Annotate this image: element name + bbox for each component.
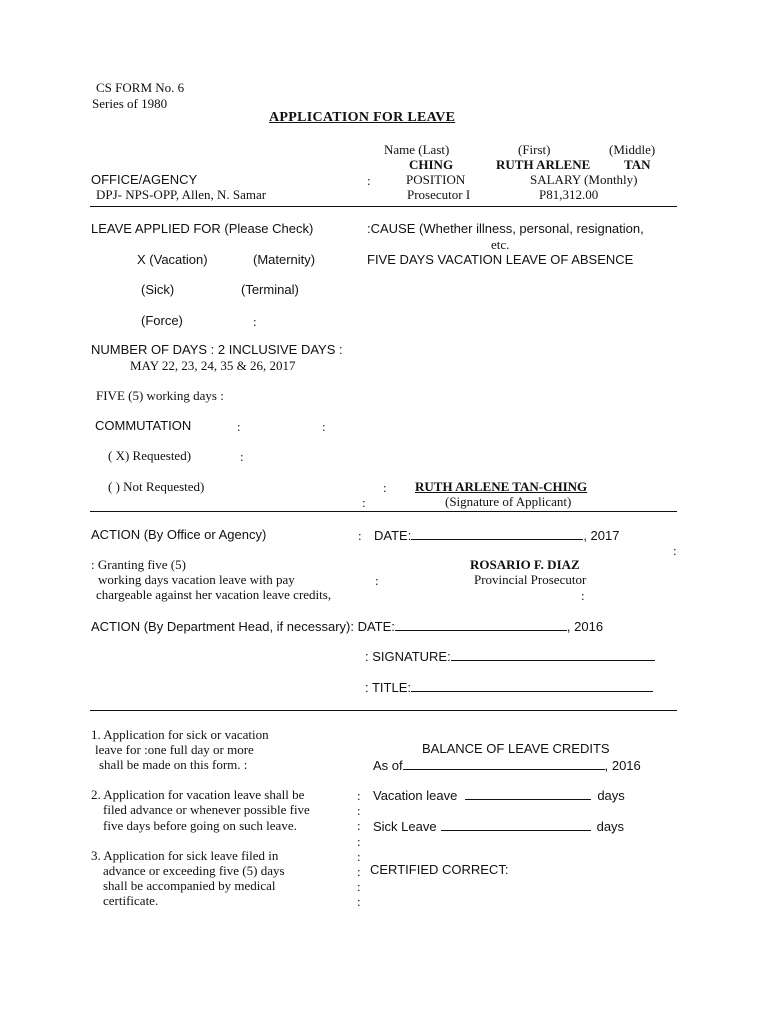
sick-option: (Sick) [141,282,175,297]
action-dept [91,618,603,634]
working-days: FIVE (5) working days : [96,388,224,403]
balance-title: BALANCE OF LEAVE CREDITS [422,741,610,756]
position-value: Prosecutor I [407,187,471,202]
divider-1 [90,206,677,207]
note-1-line-1: 1. Application for sick or vacation [91,727,269,742]
position-label: POSITION [406,172,466,187]
office-colon: : [367,173,371,188]
title-label: : TITLE: [365,680,411,695]
applicant-colon-2: : [362,495,366,510]
action-office-colon: : [358,528,362,543]
margin-colon: : [673,543,677,558]
action-dept-label: ACTION (By Department Head, if necessary): DATE: [91,619,395,634]
middle-name-value: TAN [624,157,651,172]
as-of-year: , 2016 [604,758,641,773]
note-3-line-1: 3. Application for sick leave filed in [91,848,279,863]
first-name-value: RUTH ARLENE [496,157,591,172]
col-colon: : [357,894,361,909]
as-of-blank[interactable] [403,757,605,770]
date-blank[interactable] [411,527,583,540]
note-2-line-1: 2. Application for vacation leave shall be [91,787,305,802]
signatory-name: ROSARIO F. DIAZ [470,557,580,572]
note-3-line-4: certificate. [103,893,159,908]
commutation-label: COMMUTATION [95,418,192,433]
granting-line-2: working days vacation leave with pay [98,572,295,587]
vacation-days: days [597,788,625,803]
form-series: Series of 1980 [92,96,168,111]
date-year: , 2017 [583,528,620,543]
office-label: OFFICE/AGENCY [91,172,198,187]
cause-label: :CAUSE (Whether illness, personal, resignation, [367,221,644,236]
note-2-line-2: filed advance or whenever possible five [103,802,310,817]
dept-date-blank[interactable] [395,618,567,631]
commutation-colon-2: : [322,419,326,434]
dept-year: , 2016 [566,619,604,634]
leave-applied-label: LEAVE APPLIED FOR (Please Check) [91,221,314,236]
sick-leave-label: Sick Leave [373,819,437,834]
granting-line-1: : Granting five (5) [91,557,186,572]
signature-line [365,648,655,664]
signatory-colon: : [581,588,585,603]
sick-days: days [596,819,625,834]
col-colon: : [357,803,361,818]
cause-value: FIVE DAYS VACATION LEAVE OF ABSENCE [367,252,634,267]
form-code: CS FORM No. 6 [96,80,185,95]
note-2-line-3: five days before going on such leave. [103,818,297,833]
signature-blank[interactable] [451,648,655,661]
divider-2 [90,511,677,512]
col-colon: : [357,879,361,894]
salary-label: SALARY (Monthly) [530,172,638,187]
last-name-value: CHING [409,157,454,172]
col-colon: : [357,788,361,803]
note-3-line-2: advance or exceeding five (5) days [103,863,285,878]
office-value: DPJ- NPS-OPP, Allen, N. Samar [96,187,267,202]
col-colon: : [357,834,361,849]
sick-leave-row [373,818,624,834]
title-line [365,679,653,695]
granting-line-3: chargeable against her vacation leave credits, [96,587,332,602]
force-colon: : [253,314,257,329]
cause-label-cont: etc. [491,237,510,252]
number-of-days: NUMBER OF DAYS : 2 INCLUSIVE DAYS : [91,342,343,357]
note-1-line-2: leave for :one full day or more [95,742,254,757]
applicant-caption: (Signature of Applicant) [445,494,572,509]
sick-leave-blank[interactable] [441,818,591,831]
force-option: (Force) [141,313,183,328]
form-title: APPLICATION FOR LEAVE [269,110,456,125]
requested-option: ( X) Requested) [108,448,192,463]
applicant-colon-1: : [383,480,387,495]
divider-3 [90,710,677,711]
action-office-date [374,527,619,543]
signature-label: : SIGNATURE: [365,649,451,664]
note-3-line-3: shall be accompanied by medical [103,878,276,893]
maternity-option: (Maternity) [253,252,316,267]
name-middle-label: (Middle) [609,142,656,157]
requested-colon: : [240,449,244,464]
name-first-label: (First) [518,142,551,157]
date-label: DATE: [374,528,412,543]
action-office-label: ACTION (By Office or Agency) [91,527,267,542]
commutation-colon-1: : [237,419,241,434]
col-colon: : [357,849,361,864]
col-colon: : [357,818,361,833]
salary-value: P81,312.00 [539,187,599,202]
vacation-leave-label: Vacation leave [373,788,458,803]
vacation-leave-blank[interactable] [465,787,591,800]
not-requested-option: ( ) Not Requested) [108,479,205,494]
signatory-title: Provincial Prosecutor [474,572,587,587]
certified-correct: CERTIFIED CORRECT: [370,862,509,877]
note-1-line-3: shall be made on this form. : [99,757,248,772]
granting-colon: : [375,573,379,588]
as-of-label: As of [373,758,403,773]
applicant-name: RUTH ARLENE TAN-CHING [415,479,588,494]
terminal-option: (Terminal) [241,282,299,297]
col-colon: : [357,864,361,879]
inclusive-dates: MAY 22, 23, 24, 35 & 26, 2017 [130,358,296,373]
vacation-option: X (Vacation) [137,252,208,267]
balance-as-of [373,757,641,773]
title-blank[interactable] [411,679,653,692]
name-last-label: Name (Last) [384,142,450,157]
vacation-leave-row [373,787,625,803]
